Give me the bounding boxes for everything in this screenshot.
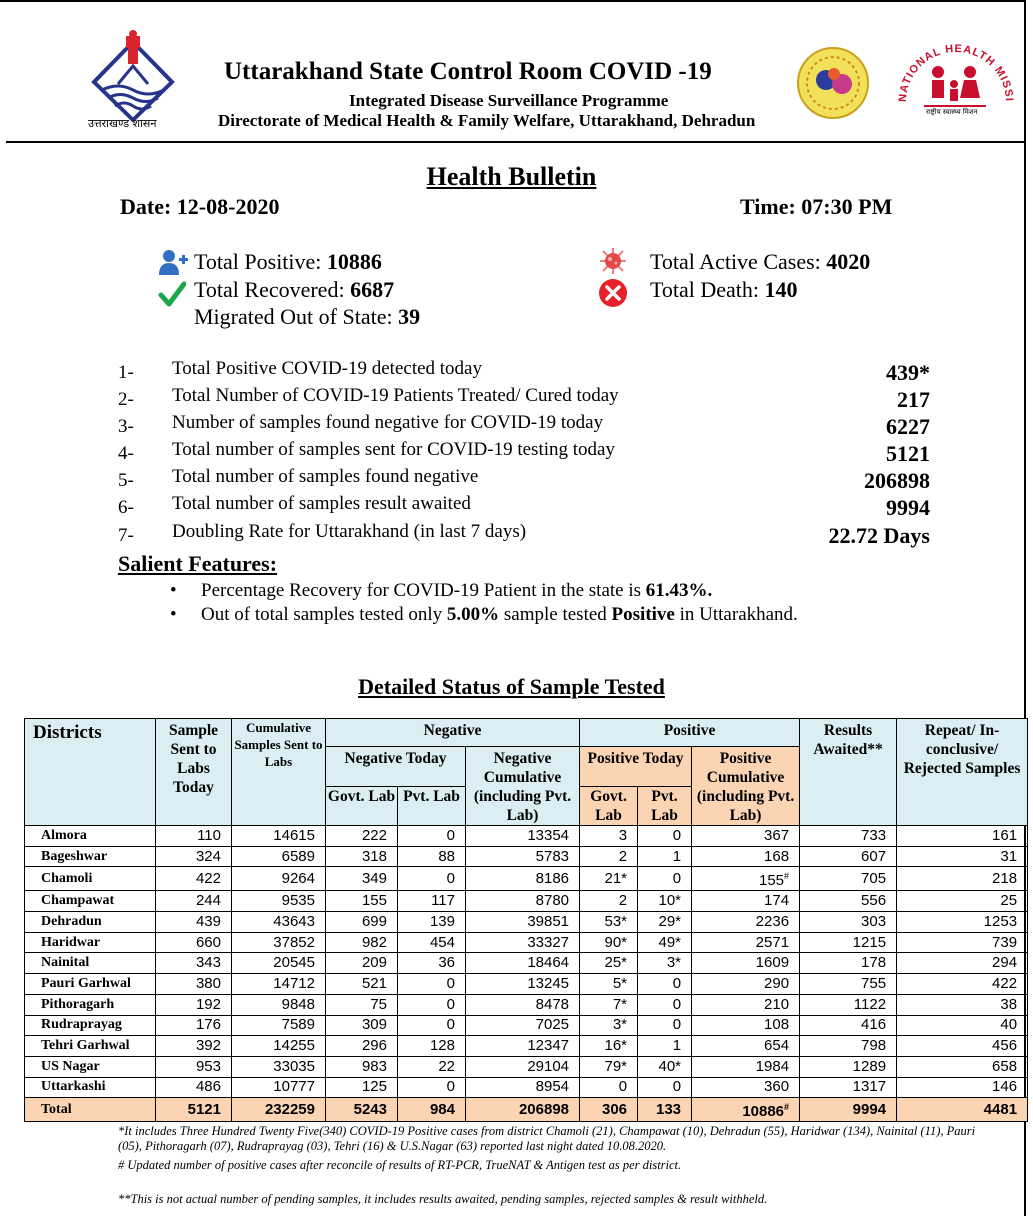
table-cell: 20545 <box>232 953 326 974</box>
table-cell: 36 <box>398 953 466 974</box>
table-cell: 2236 <box>692 912 800 933</box>
migrated-value: 39 <box>398 304 421 329</box>
table-cell: 392 <box>156 1036 232 1057</box>
table-cell: 206898 <box>466 1098 580 1122</box>
bulletin-time: Time: 07:30 PM <box>740 194 893 219</box>
list-item-value: 217 <box>897 387 930 412</box>
table-cell: 0 <box>638 1015 692 1036</box>
table-cell: 343 <box>156 953 232 974</box>
total-active-stat <box>650 249 870 275</box>
list-item-label: Total Number of COVID-19 Patients Treated/ Cured today <box>172 385 619 406</box>
table-cell: 324 <box>156 846 232 867</box>
table-cell: 660 <box>156 932 232 953</box>
total-positive-value: 10886 <box>326 249 382 274</box>
table-cell: 14255 <box>232 1036 326 1057</box>
salient-bullet-text <box>201 580 712 602</box>
table-cell: 146 <box>897 1077 1028 1098</box>
list-item-number: 2- <box>118 389 134 410</box>
table-cell: 22 <box>398 1056 466 1077</box>
idsp-logo <box>796 46 870 120</box>
table-cell: 9264 <box>232 867 326 891</box>
salient-b1-text: Percentage Recovery for COVID-19 Patient in the state is <box>201 580 646 601</box>
total-recovered-value: 6687 <box>350 277 395 302</box>
table-cell: 2571 <box>692 932 800 953</box>
table-cell: 14712 <box>232 974 326 995</box>
left-logo-caption: उत्तराखण्ड शासन <box>88 117 157 130</box>
list-item-number: 5- <box>118 470 134 491</box>
uttarakhand-emblem-icon <box>88 30 184 130</box>
header-cumulative-samples: Cumulative Samples Sent to Labs <box>232 719 326 826</box>
nhm-arc-text: NATIONAL HEALTH MISSI <box>896 42 1014 103</box>
district-name-cell: Nainital <box>25 953 156 974</box>
table-cell: 654 <box>692 1036 800 1057</box>
header-negative: Negative <box>326 719 580 747</box>
table-cell: 982 <box>326 932 398 953</box>
district-name-cell: US Nagar <box>25 1056 156 1077</box>
table-cell: 422 <box>156 867 232 891</box>
list-item <box>118 493 930 520</box>
table-cell: 18464 <box>466 953 580 974</box>
table-cell: 3* <box>638 953 692 974</box>
header-positive-cumulative: Positive Cumulative (including Pvt. Lab) <box>692 747 800 826</box>
salient-b2-mid: sample tested <box>499 604 612 625</box>
table-cell: 8186 <box>466 867 580 891</box>
table-cell: 13245 <box>466 974 580 995</box>
table-cell: 306 <box>580 1098 638 1122</box>
table-cell: 13354 <box>466 826 580 847</box>
table-row <box>25 867 1028 891</box>
header-divider <box>6 141 1026 143</box>
total-active-value: 4020 <box>826 249 871 274</box>
table-cell: 5243 <box>326 1098 398 1122</box>
table-cell: 43643 <box>232 912 326 933</box>
total-active-label: Total Active Cases: <box>650 249 827 274</box>
bulletin-title: Health Bulletin <box>426 162 597 191</box>
total-positive-label: Total Positive: <box>194 249 327 274</box>
table-cell: 1122 <box>800 994 897 1015</box>
list-item-value: 9994 <box>886 495 930 520</box>
table-cell: 0 <box>398 994 466 1015</box>
table-cell: 8780 <box>466 891 580 912</box>
table-cell: 4481 <box>897 1098 1028 1122</box>
table-cell: 0 <box>638 1077 692 1098</box>
check-icon <box>158 280 186 313</box>
table-cell: 380 <box>156 974 232 995</box>
table-cell: 1253 <box>897 912 1028 933</box>
table-cell: 139 <box>398 912 466 933</box>
table-row <box>25 1056 1028 1077</box>
district-name-cell: Champawat <box>25 891 156 912</box>
table-cell: 29* <box>638 912 692 933</box>
table-cell: 40 <box>897 1015 1028 1036</box>
table-cell: 12347 <box>466 1036 580 1057</box>
table-cell: 1317 <box>800 1077 897 1098</box>
header-pos-govt-lab: Govt. Lab <box>580 787 638 826</box>
table-cell: 309 <box>326 1015 398 1036</box>
table-row <box>25 1036 1028 1057</box>
salient-b2-post: in Uttarakhand. <box>674 604 798 625</box>
table-cell: 14615 <box>232 826 326 847</box>
table-cell: 733 <box>800 826 897 847</box>
table-cell: 8478 <box>466 994 580 1015</box>
table-cell: 0 <box>580 1077 638 1098</box>
list-item-label: Doubling Rate for Uttarakhand (in last 7 days) <box>172 521 527 542</box>
table-cell: 1984 <box>692 1056 800 1077</box>
table-cell: 5121 <box>156 1098 232 1122</box>
table-cell: 10777 <box>232 1077 326 1098</box>
table-cell: 607 <box>800 846 897 867</box>
table-cell: 953 <box>156 1056 232 1077</box>
virus-icon <box>598 246 628 281</box>
nhm-logo-caption: राष्ट्रीय स्वास्थ्य मिशन <box>926 108 978 116</box>
bullet-dot-icon: • <box>170 604 177 625</box>
table-cell: 984 <box>398 1098 466 1122</box>
list-item-number: 7- <box>118 525 134 546</box>
table-cell: 0 <box>638 974 692 995</box>
table-cell: 9994 <box>800 1098 897 1122</box>
table-cell: 7025 <box>466 1015 580 1036</box>
table-cell: 33327 <box>466 932 580 953</box>
list-item-number: 3- <box>118 416 134 437</box>
list-item-label: Total number of samples result awaited <box>172 493 471 514</box>
table-cell: 39851 <box>466 912 580 933</box>
table-row <box>25 846 1028 867</box>
table-cell: 174 <box>692 891 800 912</box>
table-cell: 0 <box>398 826 466 847</box>
total-death-value: 140 <box>764 277 798 302</box>
table-cell: 422 <box>897 974 1028 995</box>
list-item-value: 206898 <box>864 468 930 493</box>
list-item <box>118 439 930 466</box>
footnote-asterisk: *It includes Three Hundred Twenty Five(340) COVID-19 Positive cases from district Chamoli (21), Champawat (10), Dehradun (55), Haridwar (134), Nainital (11), Pauri (05), Pithoragarh (07), Rudraprayag (03), Tehri (16) & U.S.Nagar (63) reported last night dated 10.08.2020. <box>118 1124 976 1153</box>
table-cell: 0 <box>398 974 466 995</box>
table-cell: 0 <box>638 994 692 1015</box>
table-cell: 699 <box>326 912 398 933</box>
table-cell: 33035 <box>232 1056 326 1077</box>
table-row <box>25 994 1028 1015</box>
idsp-emblem-icon <box>796 46 870 120</box>
table-cell: 360 <box>692 1077 800 1098</box>
table-cell: 176 <box>156 1015 232 1036</box>
table-cell: 3 <box>580 826 638 847</box>
district-name-cell: Pithoragarh <box>25 994 156 1015</box>
bulletin-date: Date: 12-08-2020 <box>120 194 280 219</box>
table-cell: 161 <box>897 826 1028 847</box>
page-top-border <box>0 0 1026 2</box>
header-neg-pvt-lab: Pvt. Lab <box>398 787 466 826</box>
list-item-number: 4- <box>118 443 134 464</box>
district-name-cell: Almora <box>25 826 156 847</box>
district-name-cell: Bageshwar <box>25 846 156 867</box>
table-cell: 983 <box>326 1056 398 1077</box>
total-recovered-label: Total Recovered: <box>194 277 351 302</box>
table-cell: 3* <box>580 1015 638 1036</box>
list-item-number: 6- <box>118 497 134 518</box>
header-positive-today: Positive Today <box>580 747 692 787</box>
district-name-cell: Dehradun <box>25 912 156 933</box>
table-cell: 16* <box>580 1036 638 1057</box>
bullet-dot-icon: • <box>170 580 177 601</box>
table-row <box>25 826 1028 847</box>
total-death-stat <box>650 277 798 303</box>
table-cell: 128 <box>398 1036 466 1057</box>
table-row <box>25 932 1028 953</box>
salient-features-title: Salient Features: <box>118 551 278 576</box>
total-positive-stat <box>194 249 382 275</box>
table-cell: 739 <box>897 932 1028 953</box>
table-cell: 705 <box>800 867 897 891</box>
list-item <box>118 358 930 385</box>
table-cell: 0 <box>638 826 692 847</box>
table-cell: 40* <box>638 1056 692 1077</box>
table-cell: 75 <box>326 994 398 1015</box>
table-cell: 2 <box>580 891 638 912</box>
header-subtitle-directorate: Directorate of Medical Health & Family Welfare, Uttarakhand, Dehradun <box>218 111 756 130</box>
list-item-label: Total number of samples sent for COVID-19 testing today <box>172 439 615 460</box>
table-cell: 7* <box>580 994 638 1015</box>
table-cell: 133 <box>638 1098 692 1122</box>
table-cell: 318 <box>326 846 398 867</box>
table-cell: 25* <box>580 953 638 974</box>
salient-b2-value: 5.00% <box>446 604 500 625</box>
sample-status-table <box>24 718 1028 1122</box>
table-cell: 486 <box>156 1077 232 1098</box>
migrated-stat <box>194 304 420 330</box>
list-item-label: Total Positive COVID-19 detected today <box>172 358 482 379</box>
detail-table-title-wrap <box>0 674 1023 700</box>
header-repeat-rejected: Repeat/ In-conclusive/ Rejected Samples <box>897 719 1028 826</box>
table-cell: 0 <box>398 1015 466 1036</box>
table-cell: 456 <box>897 1036 1028 1057</box>
header-pos-pvt-lab: Pvt. Lab <box>638 787 692 826</box>
bulletin-title-wrap <box>0 162 1023 192</box>
table-cell: 6589 <box>232 846 326 867</box>
table-cell: 232259 <box>232 1098 326 1122</box>
list-item-value: 22.72 Days <box>828 523 930 548</box>
detail-table-title: Detailed Status of Sample Tested <box>358 674 665 699</box>
table-row <box>25 953 1028 974</box>
table-row <box>25 1077 1028 1098</box>
table-row <box>25 974 1028 995</box>
table-cell: 155 <box>326 891 398 912</box>
header-neg-govt-lab: Govt. Lab <box>326 787 398 826</box>
table-cell: 192 <box>156 994 232 1015</box>
table-cell: 0 <box>638 867 692 891</box>
table-cell: 521 <box>326 974 398 995</box>
death-cross-icon <box>598 278 628 313</box>
total-recovered-stat <box>194 277 394 303</box>
table-cell: 38 <box>897 994 1028 1015</box>
header-positive: Positive <box>580 719 800 747</box>
table-cell: 88 <box>398 846 466 867</box>
list-item-number: 1- <box>118 362 134 383</box>
table-cell: 416 <box>800 1015 897 1036</box>
add-person-icon <box>158 249 188 280</box>
table-cell: 454 <box>398 932 466 953</box>
table-cell: 1215 <box>800 932 897 953</box>
table-cell: 798 <box>800 1036 897 1057</box>
table-cell: 349 <box>326 867 398 891</box>
footnote-hash: # Updated number of positive cases after reconcile of results of RT-PCR, TrueNAT & Antigen test as per district. <box>118 1158 682 1172</box>
table-cell: 0 <box>398 1077 466 1098</box>
table-cell: 2 <box>580 846 638 867</box>
table-cell: 37852 <box>232 932 326 953</box>
table-cell: 303 <box>800 912 897 933</box>
table-cell: 49* <box>638 932 692 953</box>
footnote-double-asterisk: **This is not actual number of pending samples, it includes results awaited, pending samples, rejected samples & result withheld. <box>118 1192 768 1206</box>
list-item <box>118 521 930 548</box>
district-name-cell: Haridwar <box>25 932 156 953</box>
salient-b1-value: 61.43%. <box>645 580 713 601</box>
district-name-cell: Uttarkashi <box>25 1077 156 1098</box>
footnote-marker: # <box>784 1102 790 1113</box>
migrated-label: Migrated Out of State: <box>194 304 399 329</box>
table-cell: 1 <box>638 846 692 867</box>
table-total-row <box>25 1098 1028 1122</box>
district-name-cell: Tehri Garhwal <box>25 1036 156 1057</box>
list-item <box>118 385 930 412</box>
table-cell: 10* <box>638 891 692 912</box>
table-cell: 1 <box>638 1036 692 1057</box>
header-districts: Districts <box>25 719 156 826</box>
table-cell: 294 <box>897 953 1028 974</box>
header-negative-today: Negative Today <box>326 747 466 787</box>
district-name-cell: Pauri Garhwal <box>25 974 156 995</box>
table-cell: 29104 <box>466 1056 580 1077</box>
total-death-label: Total Death: <box>650 277 765 302</box>
table-cell: 5* <box>580 974 638 995</box>
table-cell: 5783 <box>466 846 580 867</box>
national-health-mission-logo <box>894 30 1014 124</box>
table-cell: 178 <box>800 953 897 974</box>
header-title: Uttarakhand State Control Room COVID -19 <box>224 58 712 85</box>
table-cell: 244 <box>156 891 232 912</box>
table-cell: 439 <box>156 912 232 933</box>
table-row <box>25 1015 1028 1036</box>
list-item-value: 5121 <box>886 441 930 466</box>
table-cell: 8954 <box>466 1077 580 1098</box>
table-cell: 7589 <box>232 1015 326 1036</box>
footnote-marker: # <box>784 871 790 882</box>
salient-b2-pre: Out of total samples tested only <box>201 604 447 625</box>
table-cell: 210 <box>692 994 800 1015</box>
table-cell: 290 <box>692 974 800 995</box>
table-cell: 79* <box>580 1056 638 1077</box>
table-cell: 53* <box>580 912 638 933</box>
table-cell: 168 <box>692 846 800 867</box>
table-cell: 658 <box>897 1056 1028 1077</box>
salient-bullet-text <box>201 604 798 626</box>
table-cell: 1289 <box>800 1056 897 1077</box>
table-cell: 155# <box>692 867 800 891</box>
table-cell: 296 <box>326 1036 398 1057</box>
table-cell: 218 <box>897 867 1028 891</box>
list-item-value: 439* <box>886 360 930 385</box>
list-item-label: Total number of samples found negative <box>172 466 479 487</box>
header-subtitle-idsp: Integrated Disease Surveillance Programme <box>349 91 669 110</box>
table-cell: 755 <box>800 974 897 995</box>
table-row <box>25 912 1028 933</box>
table-cell: 9535 <box>232 891 326 912</box>
table-cell: 31 <box>897 846 1028 867</box>
table-cell: 117 <box>398 891 466 912</box>
table-cell: 0 <box>398 867 466 891</box>
header-results-awaited: Results Awaited** <box>800 719 897 826</box>
district-name-cell: Total <box>25 1098 156 1122</box>
list-item-label: Number of samples found negative for COVID-19 today <box>172 412 604 433</box>
table-cell: 9848 <box>232 994 326 1015</box>
list-item <box>118 466 930 493</box>
table-cell: 209 <box>326 953 398 974</box>
table-cell: 110 <box>156 826 232 847</box>
table-cell: 1609 <box>692 953 800 974</box>
table-cell: 25 <box>897 891 1028 912</box>
table-cell: 222 <box>326 826 398 847</box>
header-sample-today: Sample Sent to Labs Today <box>156 719 232 826</box>
table-cell: 367 <box>692 826 800 847</box>
list-item <box>118 412 930 439</box>
list-item-value: 6227 <box>886 414 930 439</box>
table-cell: 125 <box>326 1077 398 1098</box>
table-cell: 21* <box>580 867 638 891</box>
table-cell: 90* <box>580 932 638 953</box>
salient-b2-bold: Positive <box>611 604 675 625</box>
uttarakhand-govt-logo <box>88 30 184 130</box>
table-row <box>25 891 1028 912</box>
table-cell: 556 <box>800 891 897 912</box>
table-cell: 108 <box>692 1015 800 1036</box>
district-name-cell: Chamoli <box>25 867 156 891</box>
header-negative-cumulative: Negative Cumulative (including Pvt. Lab) <box>466 747 580 826</box>
district-name-cell: Rudraprayag <box>25 1015 156 1036</box>
table-cell: 10886# <box>692 1098 800 1122</box>
